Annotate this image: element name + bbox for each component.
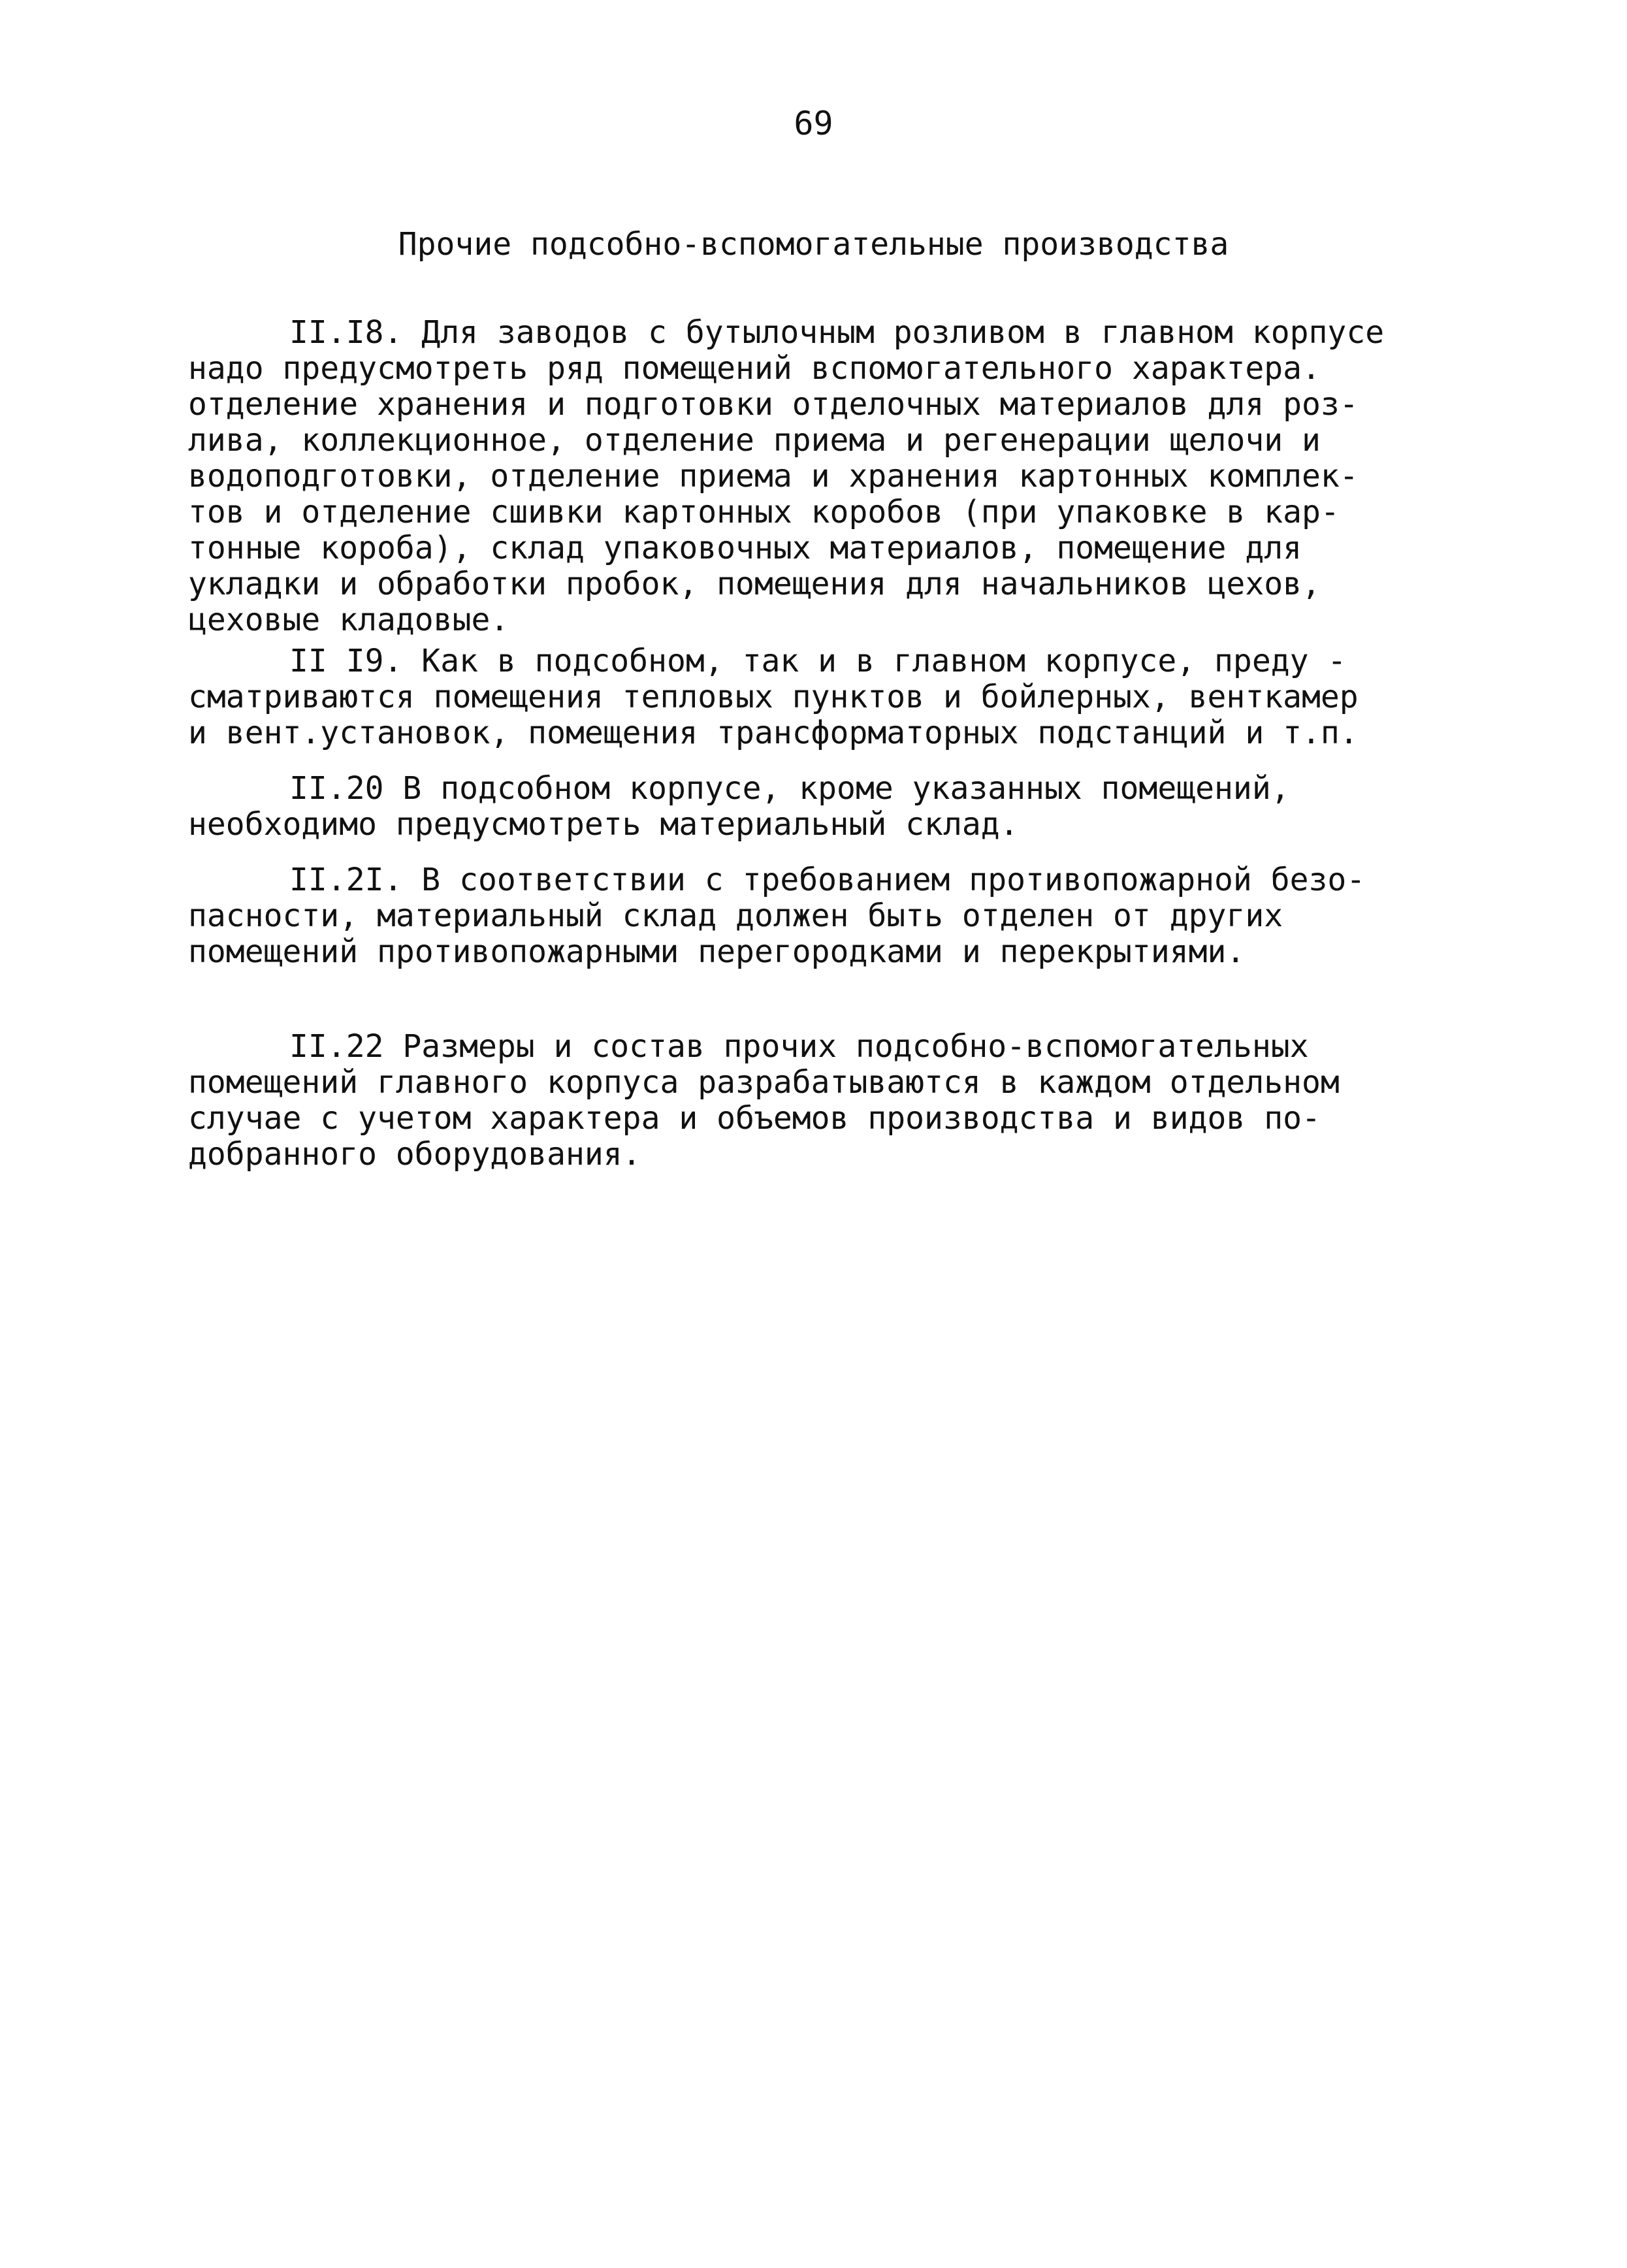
- text-line: цеховые кладовые.: [188, 602, 509, 638]
- paragraph-11-21: [188, 862, 1462, 970]
- text-line: помещений главного корпуса разрабатываются в каждом отдельном: [188, 1064, 1340, 1101]
- paragraph-11-20: [188, 771, 1462, 843]
- text-line: отделение хранения и подготовки отделочных материалов для роз-: [188, 386, 1359, 423]
- text-line: помещений противопожарными перегородками и перекрытиями.: [188, 933, 1246, 970]
- page-number: 69: [794, 105, 833, 142]
- section-title: Прочие подсобно-вспомогательные производства: [398, 226, 1229, 263]
- text-line: пасности, материальный склад должен быть отделен от других: [188, 898, 1283, 934]
- text-line: надо предусмотреть ряд помещений вспомогательного характера.: [188, 350, 1321, 387]
- paragraph-11-22: [188, 1029, 1462, 1173]
- text-line: необходимо предусмотреть материальный склад.: [188, 806, 1019, 843]
- paragraph-11-18: [188, 315, 1462, 638]
- text-line: II.20 В подсобном корпусе, кроме указанных помещений,: [289, 770, 1290, 807]
- text-line: II I9. Как в подсобном, так и в главном корпусе, преду -: [289, 643, 1347, 679]
- text-line: II.22 Размеры и состав прочих подсобно-вспомогательных: [289, 1028, 1309, 1065]
- text-line: лива, коллекционное, отделение приема и регенерации щелочи и: [188, 422, 1321, 459]
- text-line: случае с учетом характера и объемов производства и видов по-: [188, 1100, 1321, 1137]
- text-line: и вент.установок, помещения трансформаторных подстанций и т.п.: [188, 715, 1359, 751]
- text-line: сматриваются помещения тепловых пунктов и бойлерных, венткамер: [188, 679, 1359, 715]
- text-line: II.2I. В соответствии с требованием противопожарной безо-: [289, 862, 1366, 898]
- text-line: укладки и обработки пробок, помещения для начальников цехов,: [188, 566, 1321, 602]
- text-line: II.I8. Для заводов с бутылочным розливом в главном корпусе: [289, 314, 1385, 351]
- paragraph-11-19: [188, 643, 1462, 751]
- text-line: добранного оборудования.: [188, 1136, 641, 1173]
- text-line: тонные короба), склад упаковочных материалов, помещение для: [188, 530, 1302, 566]
- text-line: тов и отделение сшивки картонных коробов (при упаковке в кар-: [188, 494, 1340, 530]
- text-line: водоподготовки, отделение приема и хранения картонных комплек-: [188, 458, 1359, 494]
